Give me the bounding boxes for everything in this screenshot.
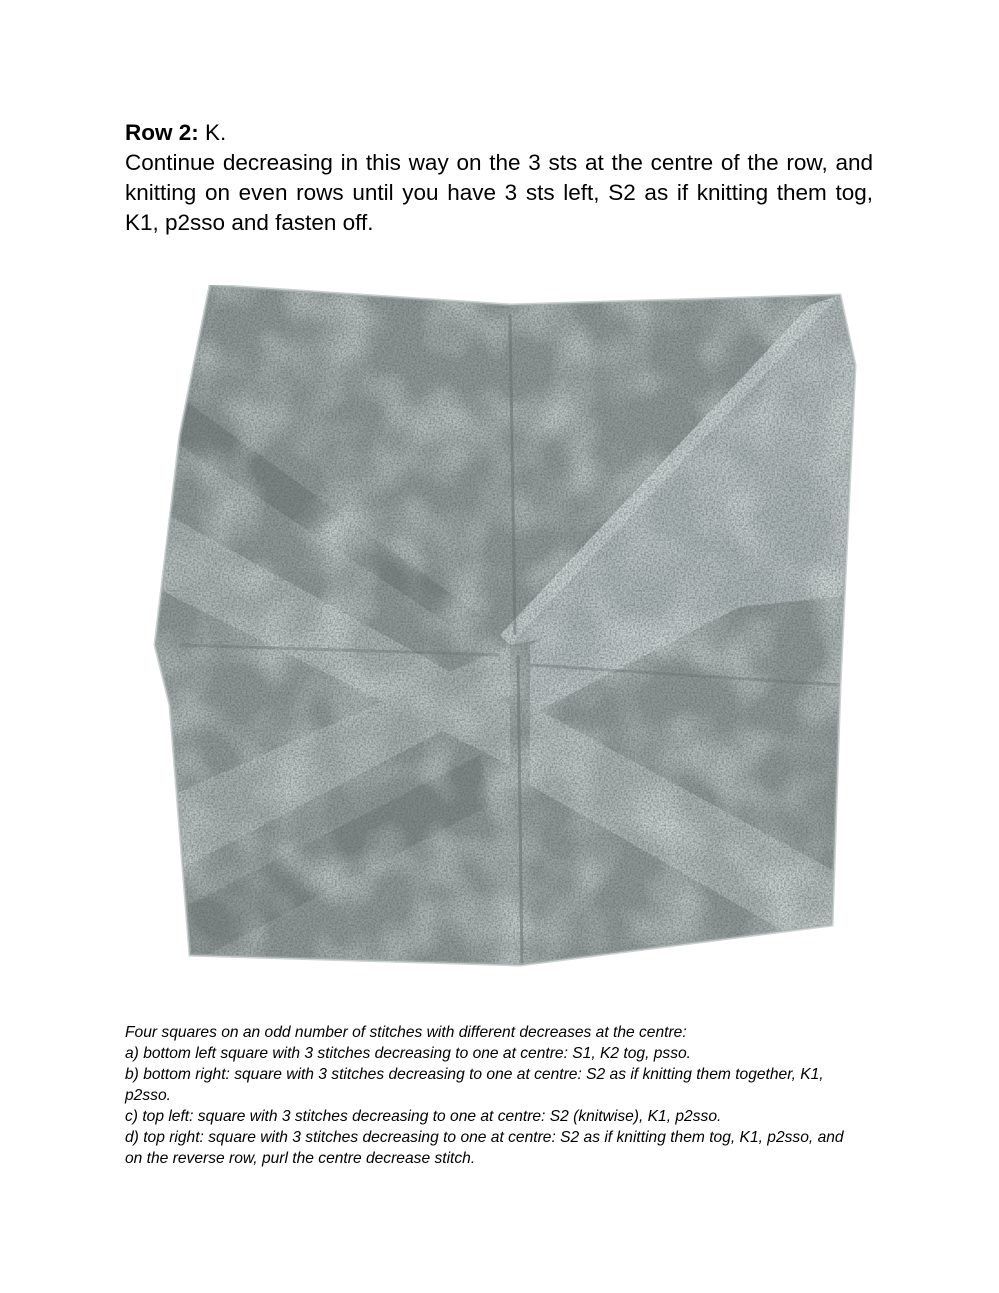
caption-line: Four squares on an odd number of stitches with different decreases at the centre: [125,1024,687,1041]
continue-instruction: Continue decreasing in this way on the 3 sts at the centre of the row, and knitting on even rows until you have 3 sts left, S2 as if knitting them tog, K1, p2sso and fasten off. [125,150,873,235]
row-text: K. [198,120,227,145]
photo-caption [125,1022,865,1169]
knitted-squares-illustration [150,285,860,985]
caption-line: d) top right: square with 3 stitches decreasing to one at centre: S2 as if knitting them tog, K1, p2sso, and on the reverse row, purl the centre decrease stitch. [125,1129,844,1167]
fabric-texture [150,285,860,985]
row-2-instruction [125,118,873,148]
caption-line: a) bottom left square with 3 stitches decreasing to one at centre: S1, K2 tog, psso. [125,1045,692,1062]
pattern-instructions [125,118,873,238]
knitted-squares-photo [150,285,860,985]
caption-line: c) top left: square with 3 stitches decreasing to one at centre: S2 (knitwise), K1, p2sso. [125,1108,722,1125]
caption-line: b) bottom right: square with 3 stitches decreasing to one at centre: S2 as if knitting them together, K1, p2sso. [125,1066,824,1104]
row-label: Row 2: [125,120,199,145]
